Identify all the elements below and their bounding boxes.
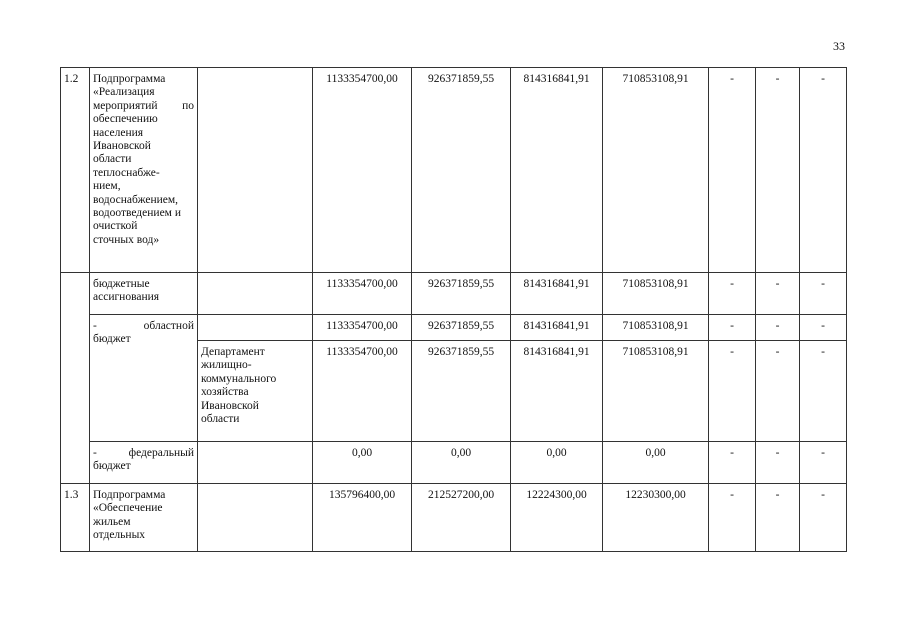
dept-line: хозяйства [201,386,249,399]
name-line: населения [93,126,144,139]
name-line: Подпрограмма [93,489,166,501]
label-word: областной [143,320,194,332]
dash-cell: - [756,341,800,442]
name-line: Подпрограмма [93,73,166,85]
label-dash: - [93,447,97,459]
department-name [198,341,313,442]
value-year-3: 814316841,91 [511,315,603,341]
dept-line: области [201,413,240,426]
name-line: жильем [93,515,131,528]
name-line: отдельных [93,529,146,542]
value-year-3: 12224300,00 [511,484,603,552]
value-year-1: 1133354700,00 [313,315,412,341]
executor-cell [198,273,313,315]
dept-line: Ивановской [201,399,259,412]
dash-cell: - [709,484,756,552]
name-line: очисткой [93,220,138,233]
table-row-1-2 [61,68,847,273]
value-year-2: 926371859,55 [412,273,511,315]
name-line: Ивановской [93,140,151,153]
dash-cell: - [800,341,847,442]
dash-cell: - [756,315,800,341]
label-tail: бюджет [93,460,131,473]
value-year-4: 0,00 [603,442,709,484]
value-year-4: 710853108,91 [603,341,709,442]
value-year-2: 926371859,55 [412,68,511,273]
value-year-3: 814316841,91 [511,273,603,315]
dash-cell: - [756,442,800,484]
name-line: нием, [93,180,121,193]
dept-line: жилищно- [201,359,252,372]
value-year-3: 0,00 [511,442,603,484]
dash-cell: - [756,68,800,273]
dash-cell: - [756,273,800,315]
label-tail: бюджет [93,333,131,346]
value-year-1: 1133354700,00 [313,273,412,315]
index-spacer-cell [61,273,90,484]
dash-cell: - [800,68,847,273]
dash-cell: - [709,68,756,273]
dash-cell: - [800,442,847,484]
budget-table [60,67,847,552]
dash-cell: - [800,484,847,552]
dash-cell: - [800,315,847,341]
value-year-1: 1133354700,00 [313,68,412,273]
name-line: водоотведением и [93,207,181,220]
dash-cell: - [800,273,847,315]
value-year-3: 814316841,91 [511,341,603,442]
regional-budget-label [90,315,198,442]
dash-cell: - [709,273,756,315]
table-row-budget [61,273,847,315]
subprogram-name [90,68,198,273]
row-index: 1.3 [61,484,90,552]
page-number: 33 [833,39,845,53]
name-line: области [93,153,132,166]
executor-cell [198,68,313,273]
dash-cell: - [709,442,756,484]
table-row-1-3 [61,484,847,552]
dept-line: коммунального [201,372,277,385]
executor-cell [198,484,313,552]
value-year-1: 0,00 [313,442,412,484]
dash-cell: - [709,315,756,341]
table-row-regional [61,315,847,341]
value-year-4: 710853108,91 [603,315,709,341]
value-year-4: 710853108,91 [603,273,709,315]
subprogram-name [90,484,198,552]
dept-line: Департамент [201,346,265,358]
value-year-3: 814316841,91 [511,68,603,273]
name-line: обеспечению [93,113,158,126]
name-line: «Реализация [93,86,155,99]
value-year-4: 12230300,00 [603,484,709,552]
label-dash: - [93,320,97,332]
name-line: сточных вод» [93,233,160,246]
row-index: 1.2 [61,68,90,273]
name-line: водоснабжением, [93,193,179,206]
label-word: федеральный [128,447,194,459]
value-year-2: 0,00 [412,442,511,484]
name-line: теплоснабже- [93,166,160,179]
value-year-2: 926371859,55 [412,341,511,442]
executor-cell [198,315,313,341]
budget-label: бюджетные ассигнования [90,273,198,315]
table-row-federal [61,442,847,484]
value-year-1: 135796400,00 [313,484,412,552]
name-line: «Обеспечение [93,502,163,515]
executor-cell [198,442,313,484]
value-year-2: 926371859,55 [412,315,511,341]
dash-cell: - [709,341,756,442]
value-year-1: 1133354700,00 [313,341,412,442]
name-line: мероприятий по [93,99,194,112]
value-year-4: 710853108,91 [603,68,709,273]
federal-budget-label [90,442,198,484]
value-year-2: 212527200,00 [412,484,511,552]
dash-cell: - [756,484,800,552]
